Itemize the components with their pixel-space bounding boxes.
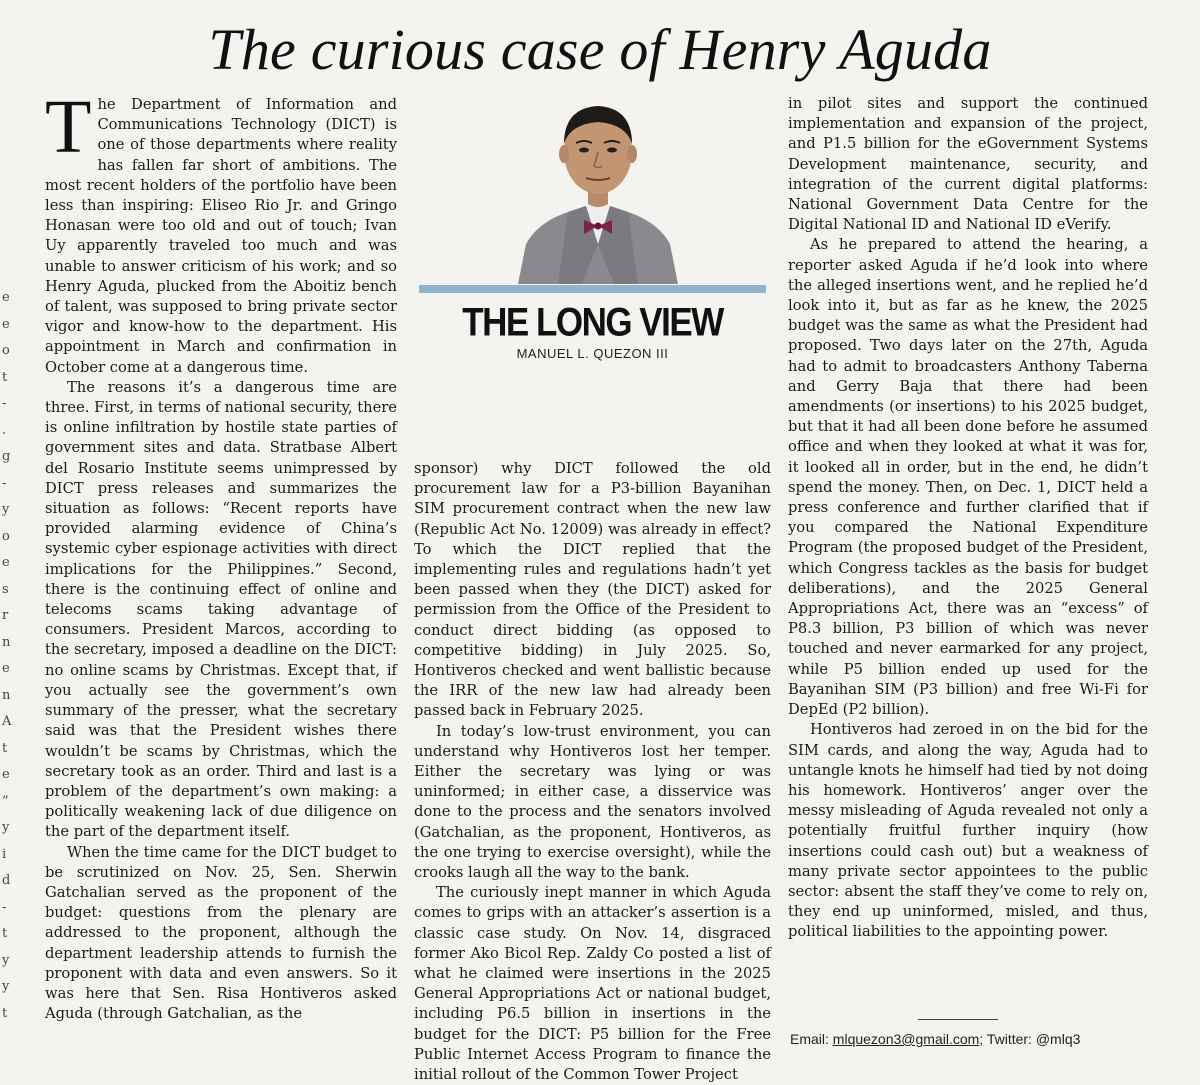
- author-portrait-image: [508, 94, 688, 284]
- article-column-3: [788, 94, 1148, 943]
- bleed-letter: s: [2, 581, 9, 597]
- bleed-letter: .: [2, 422, 7, 438]
- headline: The curious case of Henry Aguda: [208, 17, 992, 82]
- column-header-rule: [419, 285, 766, 293]
- column-name: THE LONG VIEW: [462, 300, 723, 345]
- bleed-letter: n: [2, 687, 11, 703]
- article-paragraph-6: The curiously inept manner in which Aguda comes to grips with an attacker’s assertion is a classic case study. On Nov. 14, disgraced former Ako Bicol Rep. Zaldy Co posted a list of what he claimed were insertions in the 2025 General Appropriations Act or national budget, including P6.5 billion in insertions in the budget for the DICT: P5 billion for the Free Public Internet Access Program to finance the initial rollout of the Common Tower Project: [414, 884, 771, 1084]
- twitter-handle[interactable]: @mlq3: [1035, 1031, 1081, 1047]
- bleed-letter: n: [2, 634, 11, 650]
- article-column-1: [45, 85, 397, 1024]
- bleed-letter: y: [2, 952, 10, 968]
- byline: MANUEL L. QUEZON III: [516, 346, 669, 361]
- drop-cap: T: [45, 85, 92, 169]
- bleed-letter: t: [2, 369, 8, 385]
- article-paragraph-9: Hontiveros had zeroed in on the bid for the SIM cards, and along the way, Aguda had to untangle knots he himself had tied by not doing his homework. Hontiveros’ anger over the messy misleading of Aguda revealed not only a potentially fruitful further inquiry (how insertions could cash out) but a weakness of many private sector appointees to the public sector: absent the staff they’ve come to rely on, they end up uninformed, misled, and thus, political liabilities to the appointing power.: [788, 721, 1148, 941]
- bleed-letter: r: [2, 608, 9, 623]
- bleed-letter: -: [2, 899, 7, 915]
- end-rule: [918, 1019, 998, 1020]
- bleed-letter: -: [2, 475, 7, 491]
- bleed-letter: i: [2, 846, 7, 862]
- bleed-letter: e: [2, 661, 10, 676]
- bleed-letter: o: [2, 343, 10, 358]
- bleed-letter: t: [2, 926, 8, 941]
- bleed-letter: e: [2, 555, 10, 570]
- article-paragraph-5: In today’s low-trust environment, you can understand why Hontiveros lost her temper. Either the secretary was lying or was uninformed; in either case, a disservice was done to the process and the senators involved (Gatchalian, as the proponent, Hontiveros, as the one trying to exercise oversight), while the crooks laugh all the way to the bank.: [414, 722, 771, 882]
- article-column-2: [414, 459, 771, 1085]
- email-label: Email:: [790, 1031, 833, 1047]
- article-paragraph-7: in pilot sites and support the continued implementation and expansion of the project, and P1.5 billion for the eGovernment Systems Development maintenance, security, and integration of the current digital platforms: National Government Data Centre for the Digital National ID and National ID eVerify.: [788, 95, 1148, 234]
- bleed-letter: -: [2, 396, 7, 411]
- bleed-letter: A: [2, 714, 12, 729]
- article-paragraph-4: sponsor) why DICT followed the old procurement law for a P3-billion Bayanihan SIM procurement contract when the new law (Republic Act No. 12009) was already in effect? To which the DICT replied that the implementing rules and regulations hadn’t yet been passed when they (the DICT) asked for permission from the Office of the President to conduct direct bidding (as opposed to competitive bidding) in July 2025. So, Hontiveros checked and went ballistic because the IRR of the new law had already been passed back in February 2025.: [414, 460, 771, 720]
- bleed-letter: t: [2, 1005, 8, 1021]
- article-paragraph-8: As he prepared to attend the hearing, a reporter asked Aguda if he’d look into where the alleged insertions went, and he replied he’d look into it, but as far as he knew, the 2025 budget was the same as what the President had proposed. Two days later on the 27th, Aguda had to admit to broadcasters Anthony Taberna and Gerry Baja that there had been amendments (or insertions) to his 2025 budget, but that it had all been done before he assumed office and when they looked at what it was for, it looked all in order, but in the end, he didn’t spend the money. Then, on Dec. 1, DICT held a press conference and further clarified that if you compared the National Expenditure Program (the proposed budget of the President, which Congress tackles as the basis for budget deliberations), and the 2025 General Appropriations Act, there was an “excess” of P8.3 billion, P3 billion of which was never touched and never earmarked for any project, while P5 billion ended up used for the Bayanihan SIM (P3 billion) and free Wi-Fi for DepEd (P2 billion).: [788, 236, 1148, 719]
- bleed-letter: g: [2, 449, 11, 464]
- paragraph-text: he Department of Information and Communications Technology (DICT) is one of those departments where reality has fallen far short of ambitions. The most recent holders of the portfolio have been less than inspiring: Eliseo Rio Jr. and Gringo Honasan were too old and out of touch; Ivan Uy apparently traveled too much and was unable to answer criticism of his work; and so Henry Aguda, plucked from the Aboitiz bench of talent, was supposed to bring private sector vigor and know-how to the department. His appointment in March and confirmation in October come at a dangerous time.: [45, 96, 397, 376]
- twitter-label: Twitter:: [983, 1031, 1036, 1047]
- bleed-letter: d: [2, 873, 11, 888]
- author-contact: [790, 1031, 1150, 1047]
- bleed-letter: e: [2, 316, 10, 332]
- email-link[interactable]: mlquezon3@gmail.com;: [832, 1031, 984, 1047]
- article-paragraph-1: [45, 85, 397, 378]
- bleed-letter: y: [2, 502, 10, 517]
- bleed-letter: y: [2, 979, 10, 994]
- article-paragraph-3: When the time came for the DICT budget to be scrutinized on Nov. 25, Sen. Sherwin Gatchalian served as the proponent of the budget: questions from the plenary are addressed to the proponent, although the department leadership attends to furnish the proponent with data and even answers. So it was here that Sen. Risa Hontiveros asked Aguda (through Gatchalian, as the: [45, 843, 397, 1023]
- bleed-letter: e: [2, 290, 10, 305]
- adjacent-column-fragment: [0, 290, 10, 1050]
- article-paragraph-2: The reasons it’s a dangerous time are three. First, in terms of national security, there is online infiltration by hostile state parties of government sites and data. Stratbase Albert del Rosario Institute seems unimpressed by DICT press releases and summarizes the situation as follows: “Recent reports have provided alarming evidence of China’s systemic cyber espionage activities with direct implications for the Philippines.” Second, there is the continuing effect of online and telecoms scams taking advantage of consumers. President Marcos, according to the secretary, imposed a deadline on the DICT: no online scams by Christmas. Except that, if you actually see the government’s own summary of the presser, what the secretary said was that the President wishes there wouldn’t be scams by Christmas, which the secretary took as an order. Third and last is a problem of the department’s own making: a politically weakening lack of due diligence on the part of the department itself.: [45, 378, 397, 841]
- bleed-letter: e: [2, 767, 10, 782]
- bleed-letter: o: [2, 528, 10, 544]
- bleed-letter: t: [2, 740, 8, 756]
- bleed-letter: y: [2, 820, 10, 835]
- author-portrait: [508, 94, 688, 284]
- bleed-letter: ”: [2, 793, 9, 809]
